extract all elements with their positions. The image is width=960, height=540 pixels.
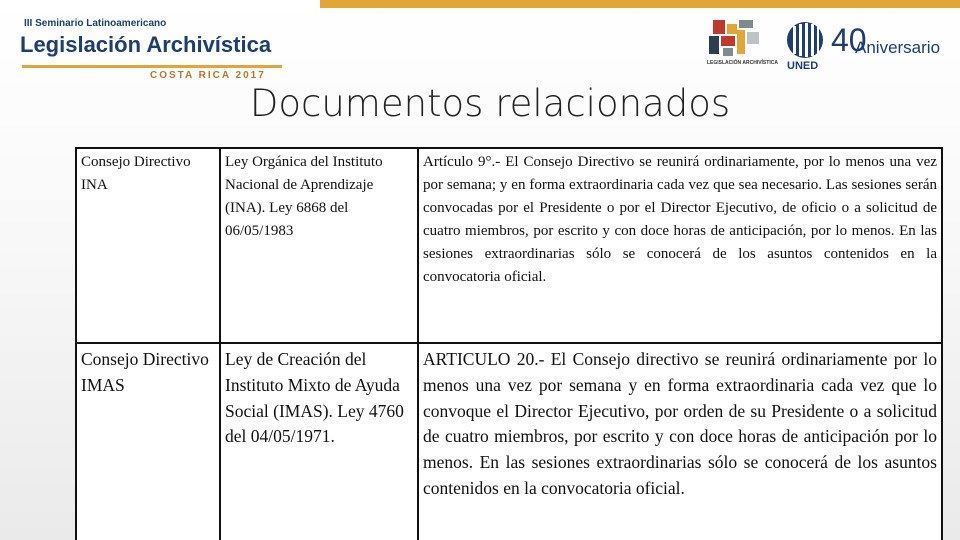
partner-logos — [705, 18, 945, 82]
archive-blocks-icon — [705, 18, 765, 62]
uned-label: UNED — [787, 60, 819, 72]
seminar-label: III Seminario Latinoamericano — [24, 18, 167, 29]
law-cell: Ley de Creación del Instituto Mixto de Ayuda Social (IMAS). Ley 4760 del 04/05/1971. — [220, 343, 418, 540]
uned-anniversary-logo — [783, 20, 943, 80]
legislacion-archivistica-logo — [705, 18, 778, 78]
logo-title: Legislación Archivística — [20, 32, 272, 57]
logo-underline — [22, 65, 282, 68]
uned-globe-icon — [783, 20, 827, 60]
logo-subtitle: COSTA RICA 2017 — [150, 70, 266, 81]
header-accent-bar — [320, 0, 960, 8]
related-documents-table — [75, 147, 943, 540]
anniversary-label: Aniversario — [855, 38, 941, 57]
article-cell: ARTICULO 20.- El Consejo directivo se reunirá ordinariamente por lo menos una vez por semana y en forma extraordinaria cada vez que lo convoque el Director Ejecutivo, por orden de su Presidente o a solicitud de cuatro miembros, por escrito y con doce horas de anticipación por lo menos. En las sesiones extraordinarias sólo se conocerá de los asuntos contenidos en la convocatoria oficial. — [418, 343, 942, 540]
anniversary-number: 40 — [831, 22, 867, 58]
law-cell: Ley Orgánica del Instituto Nacional de Aprendizaje (INA). Ley 6868 del 06/05/1983 — [220, 148, 418, 343]
entity-cell: Consejo Directivo INA — [76, 148, 220, 343]
seminar-logo — [20, 18, 290, 82]
entity-cell: Consejo Directivo IMAS — [76, 343, 220, 540]
page-title: Documentos relacionados — [249, 82, 731, 125]
la-logo-caption: LEGISLACIÓN ARCHIVÍSTICA — [707, 60, 778, 66]
table-row — [76, 148, 942, 343]
article-cell: Artículo 9°.- El Consejo Directivo se reunirá ordinariamente, por lo menos una vez por semana; y en forma extraordinaria cada vez que sea necesario. Las sesiones serán convocadas por el Presidente o por el Director Ejecutivo, de oficio o a solicitud de cuatro miembros, por escrito y con doce horas de anticipación, por lo menos. En las sesiones extraordinarias sólo se conocerá de los asuntos contenidos en la convocatoria oficial. — [418, 148, 942, 343]
table-row — [76, 343, 942, 540]
